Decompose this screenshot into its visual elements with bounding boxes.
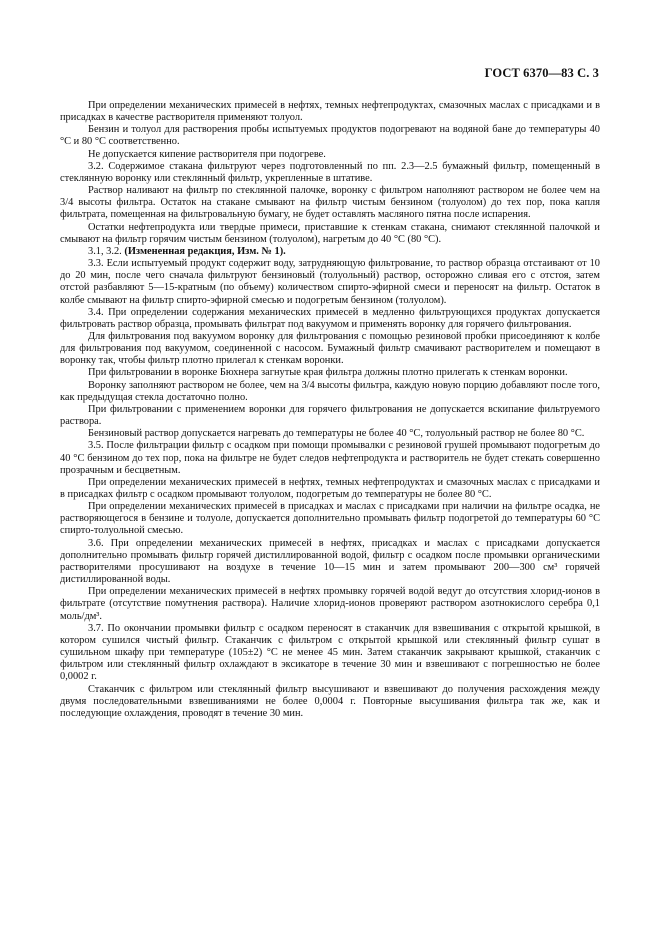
paragraph: 3.2. Содержимое стакана фильтруют через подготовленный по пп. 2.3—2.5 бумажный фильтр, помещенный в стеклянную воронку или стеклянный фильтр, укрепленные в штативе. bbox=[60, 160, 600, 184]
paragraph: При фильтровании с применением воронки для горячего фильтрования не допускается вскипание фильтруемого раствора. bbox=[60, 403, 600, 428]
paragraph: Не допускается кипение растворителя при подогреве. bbox=[88, 148, 326, 160]
paragraph: При определении механических примесей в нефтях, темных нефтепродуктах и смазочных маслах с присадками и в присадках фильтр с осадком промывают толуолом, подогретым до температуры не более 80 °С. bbox=[60, 476, 600, 500]
amendment-bold-text: (Измененная редакция, Изм. № 1). bbox=[124, 245, 286, 257]
paragraph: Воронку заполняют раствором не более, чем на 3/4 высоты фильтра, каждую новую порцию добавляют после того, как предыдущая стекла достаточно полно. bbox=[60, 379, 600, 403]
paragraph: При фильтровании в воронке Бюхнера загнутые края фильтра должны плотно прилегать к стенкам воронки. bbox=[88, 367, 568, 379]
paragraph: 3.5. После фильтрации фильтр с осадком при помощи промывалки с резиновой грушей промывают подогретым до 40 °С бензином до тех пор, пока на фильтре не будет следов нефтепродукта и растворитель не будет стекать совершенно прозрачным и бесцветным. bbox=[60, 440, 600, 476]
paragraph: Стаканчик с фильтром или стеклянный фильтр высушивают и взвешивают до получения расхождения между двумя последовательными взвешиваниями не более 0,0004 г. Повторные высушивания фильтра так же, как и последующие охлаждения, проводят в течение 30 мин. bbox=[60, 683, 600, 719]
amendment-note bbox=[60, 246, 600, 258]
document-body bbox=[60, 100, 600, 720]
paragraph: 3.7. По окончании промывки фильтр с осадком переносят в стаканчик для взвешивания с открытой крышкой, в котором сушился чистый фильтр. Стаканчик с фильтром с открытой крышкой или стеклянный фильтр сушат в сушильном шкафу при температуре (105±2) °С не менее 45 мин. Затем стаканчик закрывают крышкой, стаканчик с фильтром или стеклянный фильтр охлаждают в эксикаторе в течение 30 мин и взвешивают с погрешностью не более 0,0002 г. bbox=[60, 622, 600, 683]
paragraph: 3.6. При определении механических примесей в нефтях, присадках и маслах с присадками допускается дополнительно промывать фильтр горячей дистиллированной водой, фильтр с осадком после промывки органическими растворителями просушивают на воздухе в течение 10—15 мин и затем промывают 200—300 см³ горячей дистиллированной воды. bbox=[60, 537, 600, 586]
paragraph: При определении механических примесей в нефтях промывку горячей водой ведут до отсутствия хлорид-ионов в фильтрате (отсутствие помутнения раствора). Наличие хлорид-ионов проверяют раствором азотнокислого серебра 0,1 моль/дм³. bbox=[60, 586, 600, 622]
amendment-prefix: 3.1, 3.2. bbox=[88, 245, 125, 257]
paragraph: Раствор наливают на фильтр по стеклянной палочке, воронку с фильтром наполняют раствором не более чем на 3/4 высоты фильтра. Остаток на стакане смывают на фильтр чистым бензином (толуолом) до тех пор, пока капля фильтрата, помещенная на фильтровальную бумагу, не будет оставлять масляного пятна после испарения. bbox=[60, 185, 600, 221]
paragraph: Бензиновый раствор допускается нагревать до температуры не более 40 °С, толуольный раствор не более 80 °С. bbox=[88, 428, 585, 440]
paragraph: 3.3. Если испытуемый продукт содержит воду, затрудняющую фильтрование, то раствор образца отстаивают от 10 до 20 мин, после чего сначала фильтруют бензиновый (толуольный) раствор, осторожно сливая его с отстоя, затем отстой разбавляют 5—15-кратным (по объему) количеством спирто-эфирной смеси и переносят на фильтр. Остаток в колбе смывают на фильтр спирто-эфирной смесью и подогретым бензином (толуолом). bbox=[60, 258, 600, 306]
paragraph: 3.4. При определении содержания механических примесей в медленно фильтрующихся продуктах допускается фильтровать раствор образца, промывать фильтрат под вакуумом и применять воронку для горячего фильтрования. bbox=[60, 306, 600, 330]
paragraph: Бензин и толуол для растворения пробы испытуемых продуктов подогревают на водяной бане до температуры 40 °С и 80 °С соответственно. bbox=[60, 124, 600, 148]
paragraph: Для фильтрования под вакуумом воронку для фильтрования с помощью резиновой пробки присоединяют к колбе для фильтрования под вакуумом, соединенной с насосом. Бумажный фильтр смачивают растворителем и помещают в воронку так, чтобы фильтр плотно прилегал к стенкам воронки. bbox=[60, 330, 600, 367]
document-reference-header: ГОСТ 6370—83 С. 3 bbox=[484, 66, 599, 80]
paragraph: Остатки нефтепродукта или твердые примеси, приставшие к стенкам стакана, снимают стеклянной палочкой и смывают на фильтр горячим чистым бензином (толуолом), нагретым до 40 °С (80 °С). bbox=[60, 221, 600, 245]
paragraph: При определении механических примесей в нефтях, темных нефтепродуктах, смазочных маслах с присадками и в присадках в качестве растворителя применяют толуол. bbox=[60, 100, 600, 124]
paragraph: При определении механических примесей в присадках и маслах с присадками при наличии на фильтре осадка, не растворяющегося в бензине и толуоле, допускается дополнительно промывать фильтр подогретой до температуры 60 °С спирто-толуольной смесью. bbox=[60, 501, 600, 537]
